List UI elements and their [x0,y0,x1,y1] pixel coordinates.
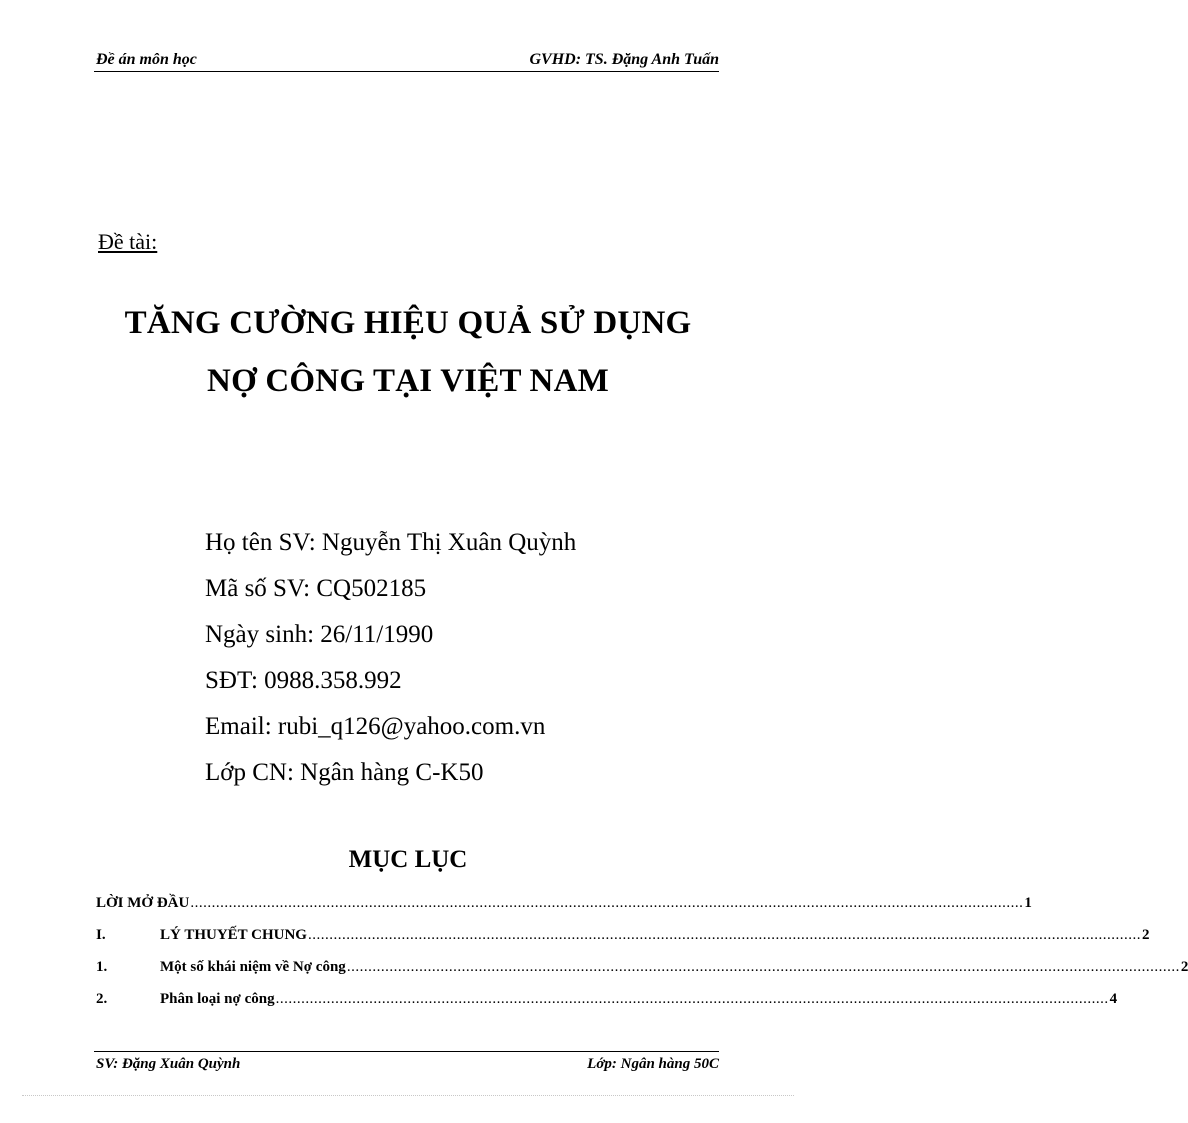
page-bottom-edge [22,1095,794,1096]
student-birthdate: Ngày sinh: 26/11/1990 [205,621,434,648]
document-title-line-2: NỢ CÔNG TẠI VIỆT NAM [207,363,609,399]
toc-entry-text: LỜI MỞ ĐẦU [96,895,190,911]
toc-entry[interactable] [96,927,1150,959]
header-supervisor: GVHD: TS. Đặng Anh Tuấn [529,51,719,68]
page-header [94,49,719,72]
toc-entry[interactable] [96,991,1118,1023]
toc-heading: MỤC LỤC [348,846,468,873]
toc-entry-page: 1 [1024,895,1032,911]
student-id: Mã số SV: CQ502185 [205,575,427,602]
toc-entry[interactable] [96,895,1032,927]
toc-leader-dots: .................................................................................................................................................................................................... [307,927,1141,943]
topic-label: Đề tài: [98,229,158,254]
student-email: Email: rubi_q126@yahoo.com.vn [205,713,546,740]
header-course-label: Đề án môn học [96,51,197,68]
footer-class: Lớp: Ngân hàng 50C [587,1056,719,1072]
toc-entry-text: Một số khái niệm về Nợ công [160,959,346,975]
toc-entry-text: LÝ THUYẾT CHUNG [160,927,307,943]
toc-entry-number: 2. [96,991,108,1007]
toc-entry-number: I. [96,927,106,943]
document-title-line-1: TĂNG CƯỜNG HIỆU QUẢ SỬ DỤNG [124,305,692,341]
toc-leader-dots: .................................................................................................................................................................................................... [190,895,1024,911]
toc-entry-page: 2 [1180,959,1188,975]
toc-entry-text: Phân loại nợ công [160,991,275,1007]
student-phone: SĐT: 0988.358.992 [205,667,402,694]
table-of-contents [96,895,1188,1023]
toc-leader-dots: .................................................................................................................................................................................................... [346,959,1180,975]
toc-entry-page: 2 [1141,927,1150,943]
toc-entry-number: 1. [96,959,108,975]
student-info-block [205,520,576,796]
student-name: Họ tên SV: Nguyễn Thị Xuân Quỳnh [205,529,577,556]
page-footer [94,1051,719,1076]
footer-student-name: SV: Đặng Xuân Quỳnh [96,1056,241,1072]
toc-entry-page: 4 [1109,991,1118,1007]
toc-entry[interactable] [96,959,1188,991]
toc-leader-dots: .................................................................................................................................................................................................... [275,991,1109,1007]
student-class: Lớp CN: Ngân hàng C-K50 [205,759,484,786]
